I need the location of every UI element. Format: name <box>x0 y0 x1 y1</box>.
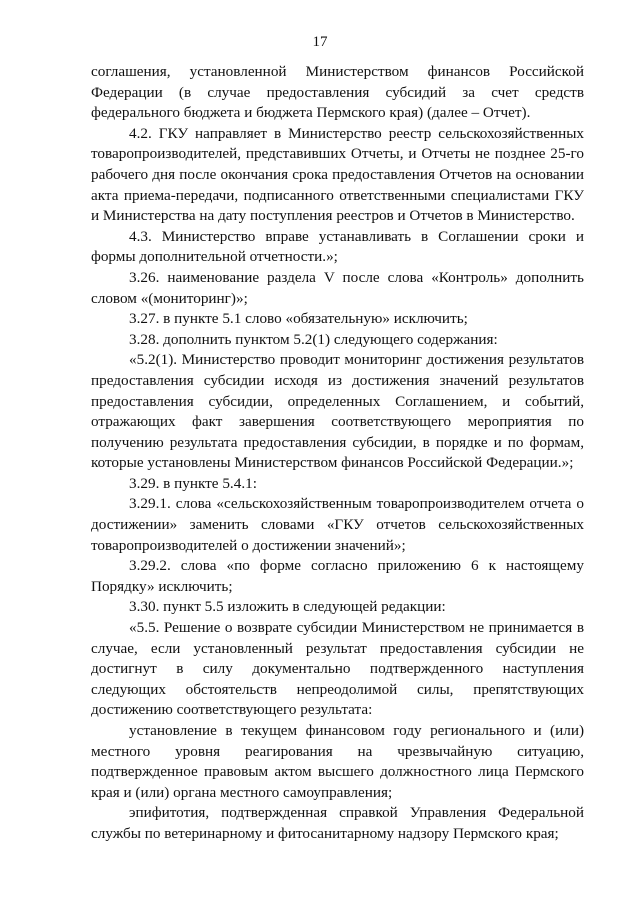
paragraph-3-29: 3.29. в пункте 5.4.1: <box>129 474 257 492</box>
paragraph-continuation: соглашения, установленной Министерством финансов Российской Федерации (в случае предоставления субсидий за счет средств федерального бюджета и бюджета Пермского края) (далее – Отчет). <box>91 63 584 122</box>
paragraph-3-28: 3.28. дополнить пунктом 5.2(1) следующего содержания: <box>129 330 498 348</box>
paragraph-3-30: 3.30. пункт 5.5 изложить в следующей редакции: <box>129 598 446 616</box>
page-number: 17 <box>312 34 328 50</box>
paragraph-3-29-1: 3.29.1. слова «сельскохозяйственным товаропроизводителем отчета о достижении» заменить словами «ГКУ отчетов сельскохозяйственных товаропроизводителей о достижении значений»; <box>91 495 584 554</box>
paragraph-3-29-2: 3.29.2. слова «по форме согласно приложению 6 к настоящему Порядку» исключить; <box>91 557 584 595</box>
paragraph-emergency: установление в текущем финансовом году регионального и (или) местного уровня реагирования на чрезвычайную ситуацию, подтвержденное правовым актом высшего должностного лица Пермского края и (или) органа местного самоуправления; <box>91 722 584 801</box>
paragraph-4-2: 4.2. ГКУ направляет в Министерство реестр сельскохозяйственных товаропроизводителей, представивших Отчеты, и Отчеты не позднее 25-го рабочего дня после окончания срока предоставления Отчетов на основании акта приема-передачи, подписанного ответственными специалистами ГКУ и Министерства на дату поступления реестров и Отчетов в Министерство. <box>91 124 584 225</box>
paragraph-3-26: 3.26. наименование раздела V после слова «Контроль» дополнить словом «(мониторинг)»; <box>91 268 584 307</box>
paragraph-epiphytotic: эпифитотия, подтвержденная справкой Управления Федеральной службы по ветеринарному и фитосанитарному надзору Пермского края; <box>91 804 584 842</box>
document-body <box>91 62 584 845</box>
paragraph-5-2-1: «5.2(1). Министерство проводит мониторинг достижения результатов предоставления субсидии исходя из достижения значений результатов предоставления субсидии, определенных Соглашением, и событий, отражающих факт завершения соответствующего мероприятия по получению результата предоставления субсидии, в порядке и по формам, которые установлены Министерством финансов Российской Федерации.»; <box>91 351 584 472</box>
paragraph-5-5: «5.5. Решение о возврате субсидии Министерством не принимается в случае, если установленный результат предоставления субсидии не достигнут в силу документально подтвержденного наступления следующих обстоятельств непреодолимой силы, препятствующих достижению соответствующего результата: <box>91 619 584 719</box>
paragraph-3-27: 3.27. в пункте 5.1 слово «обязательную» исключить; <box>129 310 468 328</box>
paragraph-4-3: 4.3. Министерство вправе устанавливать в Соглашении сроки и формы дополнительной отчетности.»; <box>91 227 584 266</box>
